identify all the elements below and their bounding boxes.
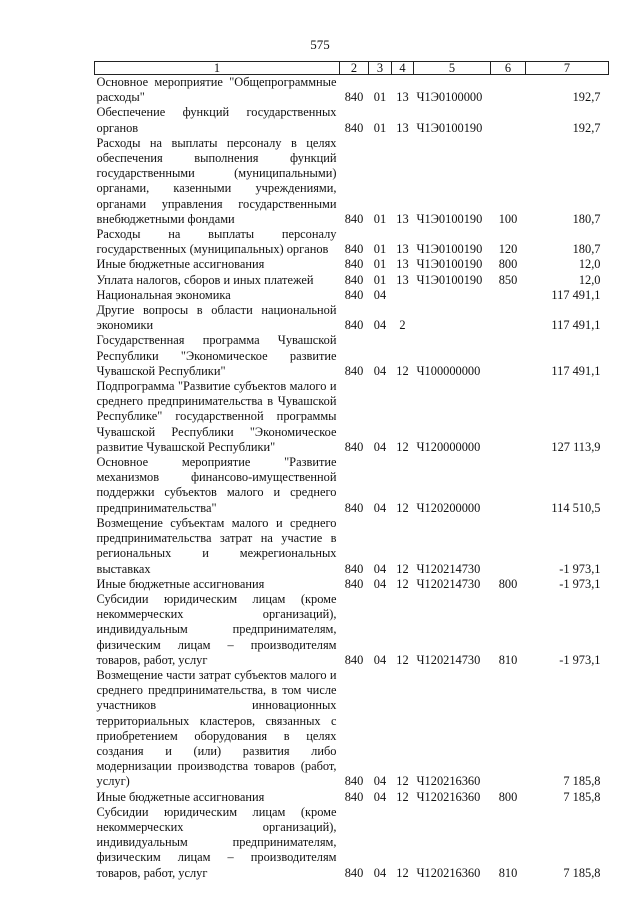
ministry-code-cell: 840 bbox=[344, 774, 364, 789]
ministry-code-cell: 840 bbox=[344, 561, 364, 576]
expense-type-cell: 800 bbox=[498, 257, 518, 272]
section-code-cell: 01 bbox=[373, 90, 387, 105]
ministry-code-cell: 840 bbox=[344, 652, 364, 667]
ministry-code-cell: 840 bbox=[344, 576, 364, 591]
amount-cell: 12,0 bbox=[578, 272, 601, 287]
table-row bbox=[95, 805, 609, 881]
section-code-cell: 04 bbox=[373, 318, 387, 333]
column-header: 2 bbox=[340, 62, 369, 75]
row-name-cell: Другие вопросы в области национальной экономики bbox=[96, 303, 337, 333]
row-name-cell: Основное мероприятие "Общепрограммные расходы" bbox=[96, 75, 337, 105]
amount-cell: 180,7 bbox=[572, 211, 601, 226]
column-number-header-row bbox=[95, 62, 609, 75]
subsection-code-cell: 12 bbox=[396, 439, 409, 454]
subsection-code-cell: 2 bbox=[399, 318, 406, 333]
table-row bbox=[95, 136, 609, 227]
ministry-code-cell: 840 bbox=[344, 789, 364, 804]
section-code-cell: 04 bbox=[373, 561, 387, 576]
section-code-cell: 04 bbox=[373, 287, 387, 302]
page-number: 575 bbox=[310, 37, 330, 52]
row-name-cell: Расходы на выплаты персоналу государственных (муниципальных) органов bbox=[96, 227, 337, 257]
table-row bbox=[95, 333, 609, 379]
column-header: 5 bbox=[414, 62, 491, 75]
target-article-cell: Ч1Э0100190 bbox=[416, 257, 483, 272]
section-code-cell: 04 bbox=[373, 789, 387, 804]
subsection-code-cell: 12 bbox=[396, 789, 409, 804]
expense-type-cell: 810 bbox=[498, 865, 518, 880]
row-name-cell: Иные бюджетные ассигнования bbox=[96, 789, 265, 804]
ministry-code-cell: 840 bbox=[344, 318, 364, 333]
amount-cell: 117 491,1 bbox=[551, 363, 601, 378]
expense-type-cell bbox=[491, 75, 526, 106]
row-name-cell: Расходы на выплаты персоналу в целях обеспечения выполнения функций государственными (муниципальными) органами, казенными учреждениями, органами управления государственными внебюджетными фондами bbox=[96, 135, 337, 226]
subsection-code-cell: 13 bbox=[396, 242, 409, 257]
expense-type-cell bbox=[491, 516, 526, 577]
row-name-cell: Возмещение части затрат субъектов малого и среднего предпринимательства, в том числе участников инновационных территориальных кластеров, связанных с приобретением оборудования в целях создания и (или) развития либо модернизации производства товаров (работ, услуг) bbox=[96, 667, 337, 789]
section-code-cell: 04 bbox=[373, 865, 387, 880]
expense-type-cell bbox=[491, 303, 526, 333]
column-header: 6 bbox=[491, 62, 526, 75]
row-name-cell: Подпрограмма "Развитие субъектов малого и среднего предпринимательства в Чувашской Республике" государственной программы Чувашской Республики "Экономическое развитие Чувашской Республики" bbox=[96, 379, 337, 454]
table-row bbox=[95, 273, 609, 288]
table-row bbox=[95, 288, 609, 303]
amount-cell: -1 973,1 bbox=[559, 652, 601, 667]
expense-type-cell bbox=[491, 668, 526, 790]
target-article-cell: Ч1Э0100190 bbox=[416, 272, 483, 287]
amount-cell: 114 510,5 bbox=[551, 500, 601, 515]
target-article-cell: Ч1Э0100190 bbox=[416, 120, 483, 135]
subsection-code-cell: 12 bbox=[396, 561, 409, 576]
ministry-code-cell: 840 bbox=[344, 865, 364, 880]
row-name-cell: Субсидии юридическим лицам (кроме некоммерческих организаций), индивидуальным предпринимателям, физическим лицам – производителям товаров, работ, услуг bbox=[96, 591, 337, 667]
ministry-code-cell: 840 bbox=[344, 90, 364, 105]
target-article-cell: Ч1Э0100000 bbox=[416, 90, 483, 105]
table-row bbox=[95, 577, 609, 592]
target-article-cell bbox=[414, 288, 491, 303]
section-code-cell: 01 bbox=[373, 272, 387, 287]
subsection-code-cell: 12 bbox=[396, 774, 409, 789]
subsection-code-cell bbox=[392, 288, 414, 303]
expense-type-cell bbox=[491, 333, 526, 379]
table-row bbox=[95, 790, 609, 805]
table-row bbox=[95, 303, 609, 333]
expense-type-cell bbox=[491, 455, 526, 516]
subsection-code-cell: 13 bbox=[396, 272, 409, 287]
ministry-code-cell: 840 bbox=[344, 500, 364, 515]
column-header: 4 bbox=[392, 62, 414, 75]
section-code-cell: 04 bbox=[373, 652, 387, 667]
subsection-code-cell: 12 bbox=[396, 363, 409, 378]
table-row bbox=[95, 379, 609, 455]
section-code-cell: 04 bbox=[373, 439, 387, 454]
subsection-code-cell: 12 bbox=[396, 500, 409, 515]
amount-cell: 192,7 bbox=[572, 90, 601, 105]
subsection-code-cell: 13 bbox=[396, 120, 409, 135]
section-code-cell: 01 bbox=[373, 257, 387, 272]
target-article-cell: Ч120216360 bbox=[416, 865, 481, 880]
expense-type-cell: 800 bbox=[498, 576, 518, 591]
table-row bbox=[95, 105, 609, 135]
subsection-code-cell: 13 bbox=[396, 257, 409, 272]
ministry-code-cell: 840 bbox=[344, 439, 364, 454]
target-article-cell: Ч120214730 bbox=[416, 561, 481, 576]
amount-cell: 12,0 bbox=[578, 257, 601, 272]
table-row bbox=[95, 668, 609, 790]
expense-type-cell bbox=[491, 379, 526, 455]
budget-table bbox=[94, 61, 609, 881]
subsection-code-cell: 12 bbox=[396, 865, 409, 880]
target-article-cell: Ч1Э0100190 bbox=[416, 242, 483, 257]
ministry-code-cell: 840 bbox=[344, 257, 364, 272]
expense-type-cell: 850 bbox=[498, 272, 518, 287]
subsection-code-cell: 13 bbox=[396, 211, 409, 226]
section-code-cell: 04 bbox=[373, 500, 387, 515]
subsection-code-cell: 12 bbox=[396, 652, 409, 667]
row-name-cell: Субсидии юридическим лицам (кроме некоммерческих организаций), индивидуальным предпринимателям, физическим лицам – производителям товаров, работ, услуг bbox=[96, 804, 337, 880]
amount-cell: 7 185,8 bbox=[563, 865, 601, 880]
table-row bbox=[95, 592, 609, 668]
target-article-cell: Ч100000000 bbox=[416, 363, 481, 378]
expense-type-cell: 100 bbox=[498, 211, 518, 226]
amount-cell: 117 491,1 bbox=[551, 318, 601, 333]
column-header: 7 bbox=[526, 62, 609, 75]
expense-type-cell bbox=[491, 105, 526, 135]
column-header: 3 bbox=[369, 62, 392, 75]
amount-cell: 7 185,8 bbox=[563, 789, 601, 804]
row-name-cell: Иные бюджетные ассигнования bbox=[96, 257, 265, 272]
amount-cell: 7 185,8 bbox=[563, 774, 601, 789]
section-code-cell: 04 bbox=[373, 363, 387, 378]
budget-table-body bbox=[95, 75, 609, 881]
section-code-cell: 04 bbox=[373, 576, 387, 591]
section-code-cell: 01 bbox=[373, 120, 387, 135]
section-code-cell: 01 bbox=[373, 211, 387, 226]
target-article-cell: Ч1Э0100190 bbox=[416, 211, 483, 226]
row-name-cell: Основное мероприятие "Развитие механизмов финансово-имущественной поддержки субъектов малого и среднего предпринимательства" bbox=[96, 455, 337, 515]
expense-type-cell: 810 bbox=[498, 652, 518, 667]
subsection-code-cell: 12 bbox=[396, 576, 409, 591]
target-article-cell: Ч120214730 bbox=[416, 652, 481, 667]
row-name-cell: Иные бюджетные ассигнования bbox=[96, 576, 265, 591]
amount-cell: 180,7 bbox=[572, 242, 601, 257]
ministry-code-cell: 840 bbox=[344, 272, 364, 287]
amount-cell: 192,7 bbox=[572, 120, 601, 135]
subsection-code-cell: 13 bbox=[396, 90, 409, 105]
table-row bbox=[95, 455, 609, 516]
target-article-cell: Ч120216360 bbox=[416, 789, 481, 804]
row-name-cell: Государственная программа Чувашской Республики "Экономическое развитие Чувашской Республики" bbox=[96, 333, 337, 378]
amount-cell: -1 973,1 bbox=[559, 576, 601, 591]
amount-cell: 127 113,9 bbox=[551, 439, 601, 454]
table-row bbox=[95, 227, 609, 257]
section-code-cell: 04 bbox=[373, 774, 387, 789]
ministry-code-cell: 840 bbox=[344, 242, 364, 257]
target-article-cell: Ч120216360 bbox=[416, 774, 481, 789]
amount-cell: -1 973,1 bbox=[559, 561, 601, 576]
ministry-code-cell: 840 bbox=[344, 211, 364, 226]
target-article-cell bbox=[414, 303, 491, 333]
row-name-cell: Национальная экономика bbox=[96, 287, 231, 302]
expense-type-cell: 800 bbox=[498, 789, 518, 804]
ministry-code-cell: 840 bbox=[344, 120, 364, 135]
row-name-cell: Уплата налогов, сборов и иных платежей bbox=[96, 272, 314, 287]
expense-type-cell bbox=[491, 288, 526, 303]
table-row bbox=[95, 257, 609, 272]
amount-cell: 117 491,1 bbox=[551, 287, 601, 302]
row-name-cell: Обеспечение функций государственных органов bbox=[96, 105, 337, 135]
column-header: 1 bbox=[95, 62, 340, 75]
target-article-cell: Ч120000000 bbox=[416, 439, 481, 454]
table-row bbox=[95, 516, 609, 577]
table-row bbox=[95, 75, 609, 106]
row-name-cell: Возмещение субъектам малого и среднего предпринимательства затрат на участие в региональных и межрегиональных выставках bbox=[96, 515, 337, 576]
target-article-cell: Ч120214730 bbox=[416, 576, 481, 591]
expense-type-cell: 120 bbox=[498, 242, 518, 257]
target-article-cell: Ч120200000 bbox=[416, 500, 481, 515]
ministry-code-cell: 840 bbox=[344, 363, 364, 378]
ministry-code-cell: 840 bbox=[344, 287, 364, 302]
section-code-cell: 01 bbox=[373, 242, 387, 257]
